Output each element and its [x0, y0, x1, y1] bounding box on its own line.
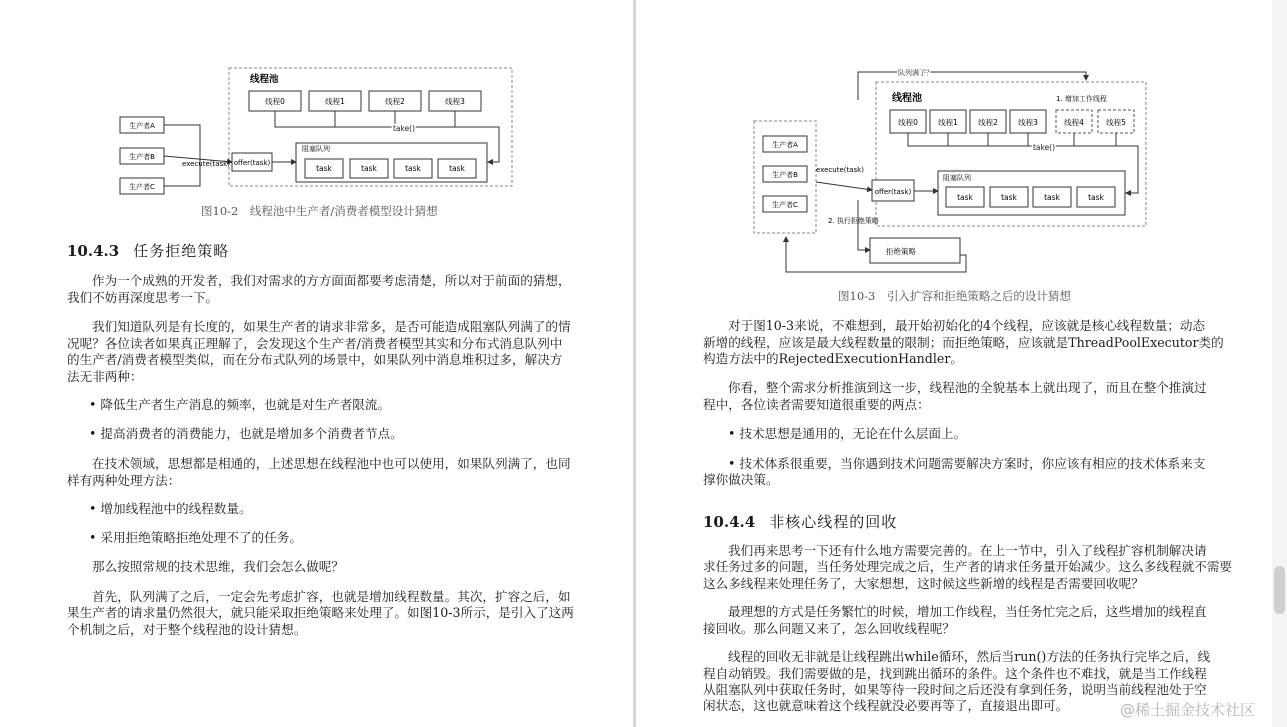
fig3-thread-4: 线程4	[1064, 118, 1084, 127]
heading-text: 任务拒绝策略	[133, 242, 230, 260]
fig2-producers	[120, 117, 164, 194]
fig3-thread-0: 线程0	[898, 118, 918, 127]
fig3-take: take()	[1032, 143, 1056, 152]
paragraph-line: 程自动销毁。我们需要做的是，找到跳出循环的条件。这个条件也不难找，就是当工作线程	[703, 666, 1207, 681]
fig3-task-1: task	[957, 193, 973, 202]
bullet-item: • 提高消费者的消费能力，也就是增加多个消费者节点。	[89, 426, 403, 441]
paragraph-line: 新增的线程，应该是最大线程数量的限制；而拒绝策略，应该就是ThreadPoolExecutor类的	[703, 335, 1224, 350]
fig3-thread-boxes	[890, 110, 1134, 133]
fig2-thread-2: 线程2	[385, 97, 405, 106]
fig3-task-3: task	[1044, 193, 1060, 202]
fig3-thread-3: 线程3	[1018, 118, 1038, 127]
fig2-queue-label: 阻塞队列	[302, 145, 330, 153]
bullet-item: • 增加线程池中的线程数量。	[89, 501, 252, 516]
fig3-producers	[763, 136, 807, 212]
fig3-producer-c: 生产者C	[772, 201, 798, 209]
right-page	[636, 0, 1270, 727]
fig2-task-4: task	[449, 164, 465, 173]
fig3-producer-a: 生产者A	[772, 141, 798, 149]
figure-10-3	[636, 0, 1270, 290]
paragraph-line: 那么按照常规的技术思维，我们会怎么做呢？	[92, 559, 344, 574]
heading-number: 10.4.4	[703, 513, 756, 531]
bullet-item: • 采用拒绝策略拒绝处理不了的任务。	[89, 530, 302, 545]
paragraph-line: 从阻塞队列中获取任务时，如果等待一段时间之后还没有拿到任务，说明当前线程池处于空	[703, 682, 1207, 697]
fig3-thread-2: 线程2	[978, 118, 998, 127]
paragraph-line: 闲状态，这也就意味着这个线程就没必要再等了，直接退出即可。	[703, 698, 1069, 713]
paragraph-line: 最理想的方式是任务繁忙的时候，增加工作线程，当任务忙完之后，这些增加的线程直	[728, 604, 1207, 619]
fig3-reject-box: 拒绝策略	[886, 247, 916, 256]
fig2-producer-c: 生产者C	[129, 183, 155, 191]
paragraph-line: 样有两种处理方法：	[67, 473, 181, 488]
fig2-execute: execute(task)	[182, 160, 230, 168]
fig3-add-threads: 1. 增加工作线程	[1056, 95, 1107, 103]
fig2-task-3: task	[405, 164, 421, 173]
fig3-offer: offer(task)	[874, 188, 912, 196]
paragraph-line: 个机制之后，对于整个线程池的设计猜想。	[67, 622, 307, 637]
fig2-thread-1: 线程1	[325, 97, 345, 106]
fig2-producer-a: 生产者A	[129, 122, 155, 130]
section-heading-10-4-4	[703, 511, 897, 532]
section-heading-10-4-3	[67, 240, 229, 261]
paragraph-line: 这么多线程来处理任务了，大家想想，这时候这些新增的线程是否需要回收呢？	[703, 576, 1144, 591]
left-page	[0, 0, 633, 727]
fig3-reject-step: 2. 执行拒绝策略	[828, 217, 879, 225]
scrollbar-thumb[interactable]	[1274, 566, 1285, 614]
paragraph-line: 对于图10-3来说，不难想到，最开始初始化的4个线程，应该就是核心线程数量；动态	[728, 318, 1206, 333]
paragraph-line: 我们不妨再深度思考一下。	[67, 290, 219, 305]
fig3-task-2: task	[1001, 193, 1017, 202]
fig3-queue-label: 阻塞队列	[943, 174, 971, 182]
bullet-item: • 技术思想是通用的，无论在什么层面上。	[728, 426, 967, 441]
fig2-thread-3: 线程3	[445, 97, 465, 106]
paragraph-line: 我们再来思考一下还有什么地方需要完善的。在上一节中，引入了线程扩容机制解决请	[728, 543, 1207, 558]
heading-number: 10.4.3	[67, 242, 120, 260]
paragraph-line: 你看，整个需求分析推演到这一步，线程池的全貌基本上就出现了，而且在整个推演过	[728, 380, 1207, 395]
paragraph-line: 作为一个成熟的开发者，我们对需求的方方面面都要考虑清楚，所以对于前面的猜想，	[92, 273, 571, 288]
fig2-task-2: task	[361, 164, 377, 173]
paragraph-line: 撑你做决策。	[703, 472, 779, 487]
paragraph-line: 果生产者的请求量仍然很大，就只能采取拒绝策略来处理了。如图10-3所示，是引入了这两	[67, 605, 574, 620]
fig3-pool-title: 线程池	[892, 93, 922, 104]
fig3-caption: 图10-3 引入扩容和拒绝策略之后的设计猜想	[838, 289, 1071, 303]
paragraph-line: 首先，队列满了之后，一定会先考虑扩容，也就是增加线程数量。其次，扩容之后，如	[92, 589, 571, 604]
fig2-thread-0: 线程0	[265, 97, 285, 106]
fig2-task-1: task	[316, 164, 332, 173]
fig3-thread-5: 线程5	[1106, 118, 1126, 127]
fig2-take: take()	[392, 124, 416, 133]
fig2-caption: 图10-2 线程池中生产者/消费者模型设计猜想	[201, 204, 438, 218]
fig2-offer: offer(task)	[233, 159, 271, 167]
fig3-queue-full: 队列满了？	[898, 69, 933, 77]
paragraph-line: 法无非两种：	[67, 369, 143, 384]
paragraph-line: 在技术领域，思想都是相通的，上述思想在线程池中也可以使用，如果队列满了，也同	[92, 456, 571, 471]
figure-10-2	[0, 0, 633, 200]
paragraph-line: 的生产者/消费者模型类似，而在分布式队列的场景中，如果队列中消息堆积过多，解决方	[67, 352, 563, 367]
fig2-pool-title: 线程池	[250, 74, 279, 85]
fig2-producer-b: 生产者B	[129, 153, 155, 161]
paragraph-line: 线程的回收无非就是让线程跳出while循环，然后当run()方法的任务执行完毕之后，线	[728, 649, 1211, 664]
bullet-item: • 技术体系很重要，当你遇到技术问题需要解决方案时，你应该有相应的技术体系来支	[728, 456, 1206, 471]
paragraph-line: 求任务过多的问题，当任务处理完成之后，生产者的请求任务量开始减少。这么多线程就不需要	[703, 559, 1232, 574]
paragraph-line: 我们知道队列是有长度的，如果生产者的请求非常多，是否可能造成阻塞队列满了的情	[92, 319, 571, 334]
heading-text: 非核心线程的回收	[769, 513, 898, 531]
paragraph-line: 接回收。那么问题又来了，怎么回收线程呢？	[703, 621, 955, 636]
bullet-item: • 降低生产者生产消息的频率，也就是对生产者限流。	[89, 397, 391, 412]
fig3-task-4: task	[1088, 193, 1104, 202]
fig3-thread-1: 线程1	[938, 118, 958, 127]
fig3-execute: execute(task)	[816, 166, 864, 174]
fig2-thread-boxes	[249, 91, 481, 111]
paragraph-line: 程中，各位读者需要知道很重要的两点：	[703, 397, 930, 412]
paragraph-line: 况呢？各位读者如果真正理解了，会发现这个生产者/消费者模型其实和分布式消息队列中	[67, 336, 563, 351]
fig3-producer-b: 生产者B	[772, 171, 798, 179]
vertical-scrollbar[interactable]	[1272, 0, 1287, 727]
watermark: @稀土掘金技术社区	[1120, 701, 1256, 719]
paragraph-line: 构造方法中的RejectedExecutionHandler。	[703, 351, 963, 366]
